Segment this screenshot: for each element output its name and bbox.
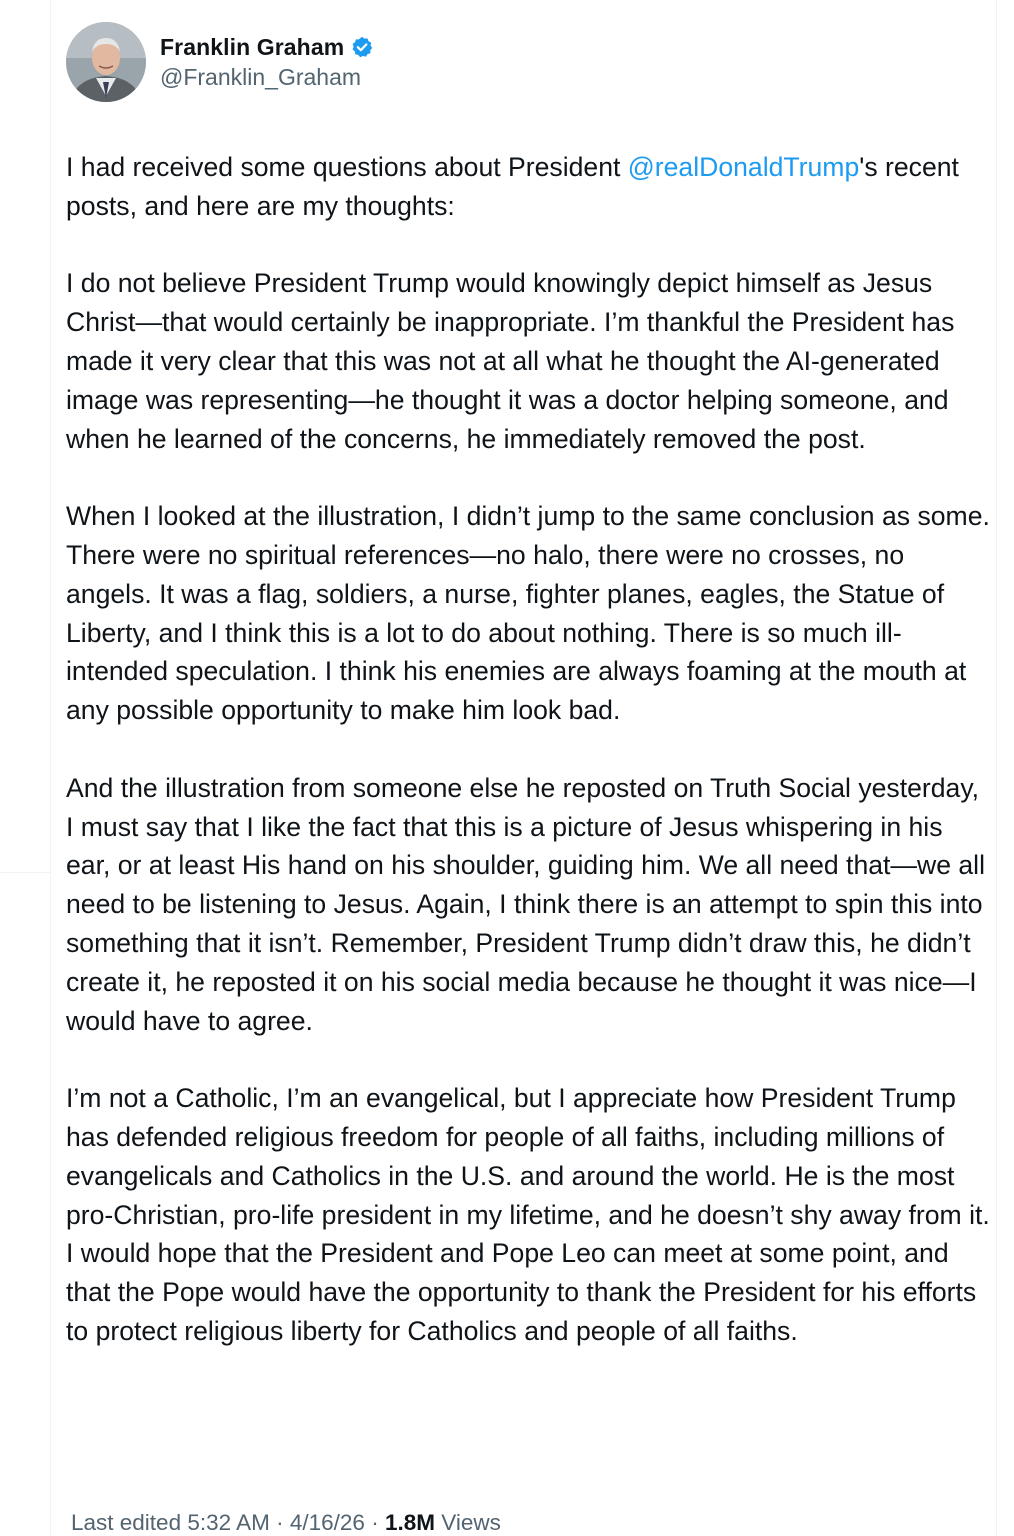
paragraph-5: I’m not a Catholic, I’m an evangelical, but I appreciate how President Trump has defended religious freedom for people of all faiths, including millions of evangelicals and Catholics in the U.S. and around the world. He is the most pro-Christian, pro-life president in my lifetime, and he doesn’t shy away from it. I would hope that the President and Pope Leo can meet at some point, and that the Pope would have the opportunity to thank the President for his efforts to protect religious liberty for Catholics and people of all faiths. bbox=[66, 1083, 990, 1346]
paragraph-1-end: 's recent posts, and here are my thoughts: bbox=[66, 152, 959, 221]
views-label: Views bbox=[434, 1510, 501, 1535]
author-display-name[interactable]: Franklin Graham bbox=[160, 33, 345, 60]
author-handle[interactable]: @Franklin_Graham bbox=[160, 64, 362, 90]
tweet-meta bbox=[71, 1510, 501, 1536]
avatar[interactable] bbox=[66, 22, 146, 102]
name-row bbox=[160, 32, 373, 62]
paragraph-4: And the illustration from someone else he reposted on Truth Social yesterday, I must say that I like the fact that this is a picture of Jesus whispering in his ear, or at least His hand on his shoulder, guiding him. We all need that—we all need to be listening to Jesus. Again, I think there is an attempt to spin this into something that it isn’t. Remember, President Trump didn’t draw this, he didn’t create it, he reposted it on his social media because he thought it was nice—I would have to agree. bbox=[66, 772, 986, 1036]
verified-badge-icon bbox=[351, 36, 373, 58]
views-count: 1.8M bbox=[384, 1510, 435, 1535]
divider-stub bbox=[0, 872, 50, 873]
tweet-body bbox=[66, 148, 991, 1351]
paragraph-2: I do not believe President Trump would knowingly depict himself as Jesus Christ—that would certainly be inappropriate. I’m thankful the President has made it very clear that this was not at all what he thought the AI-generated image was representing—he thought it was a doctor helping someone, and when he learned of the concerns, he immediately removed the post. bbox=[66, 268, 955, 454]
mention-link[interactable]: @realDonaldTrump bbox=[627, 152, 860, 182]
paragraph-1 bbox=[66, 148, 991, 226]
tweet-header bbox=[66, 22, 373, 102]
author-names bbox=[160, 32, 373, 91]
edited-timestamp[interactable]: Last edited 5:32 AM · 4/16/26 · bbox=[71, 1510, 385, 1535]
paragraph-3: When I looked at the illustration, I didn’t jump to the same conclusion as some. There were no spiritual references—no halo, there were no crosses, no angels. It was a flag, soldiers, a nurse, fighter planes, eagles, the Statue of Liberty, and I think this is a lot to do about nothing. There is so much ill-intended speculation. I think his enemies are always foaming at the mouth at any possible opportunity to make him look bad. bbox=[66, 501, 990, 726]
column-divider-right bbox=[996, 0, 997, 1536]
paragraph-1-start: I had received some questions about President bbox=[66, 152, 628, 182]
profile-photo-icon bbox=[66, 22, 146, 102]
column-divider-left bbox=[50, 0, 51, 1536]
